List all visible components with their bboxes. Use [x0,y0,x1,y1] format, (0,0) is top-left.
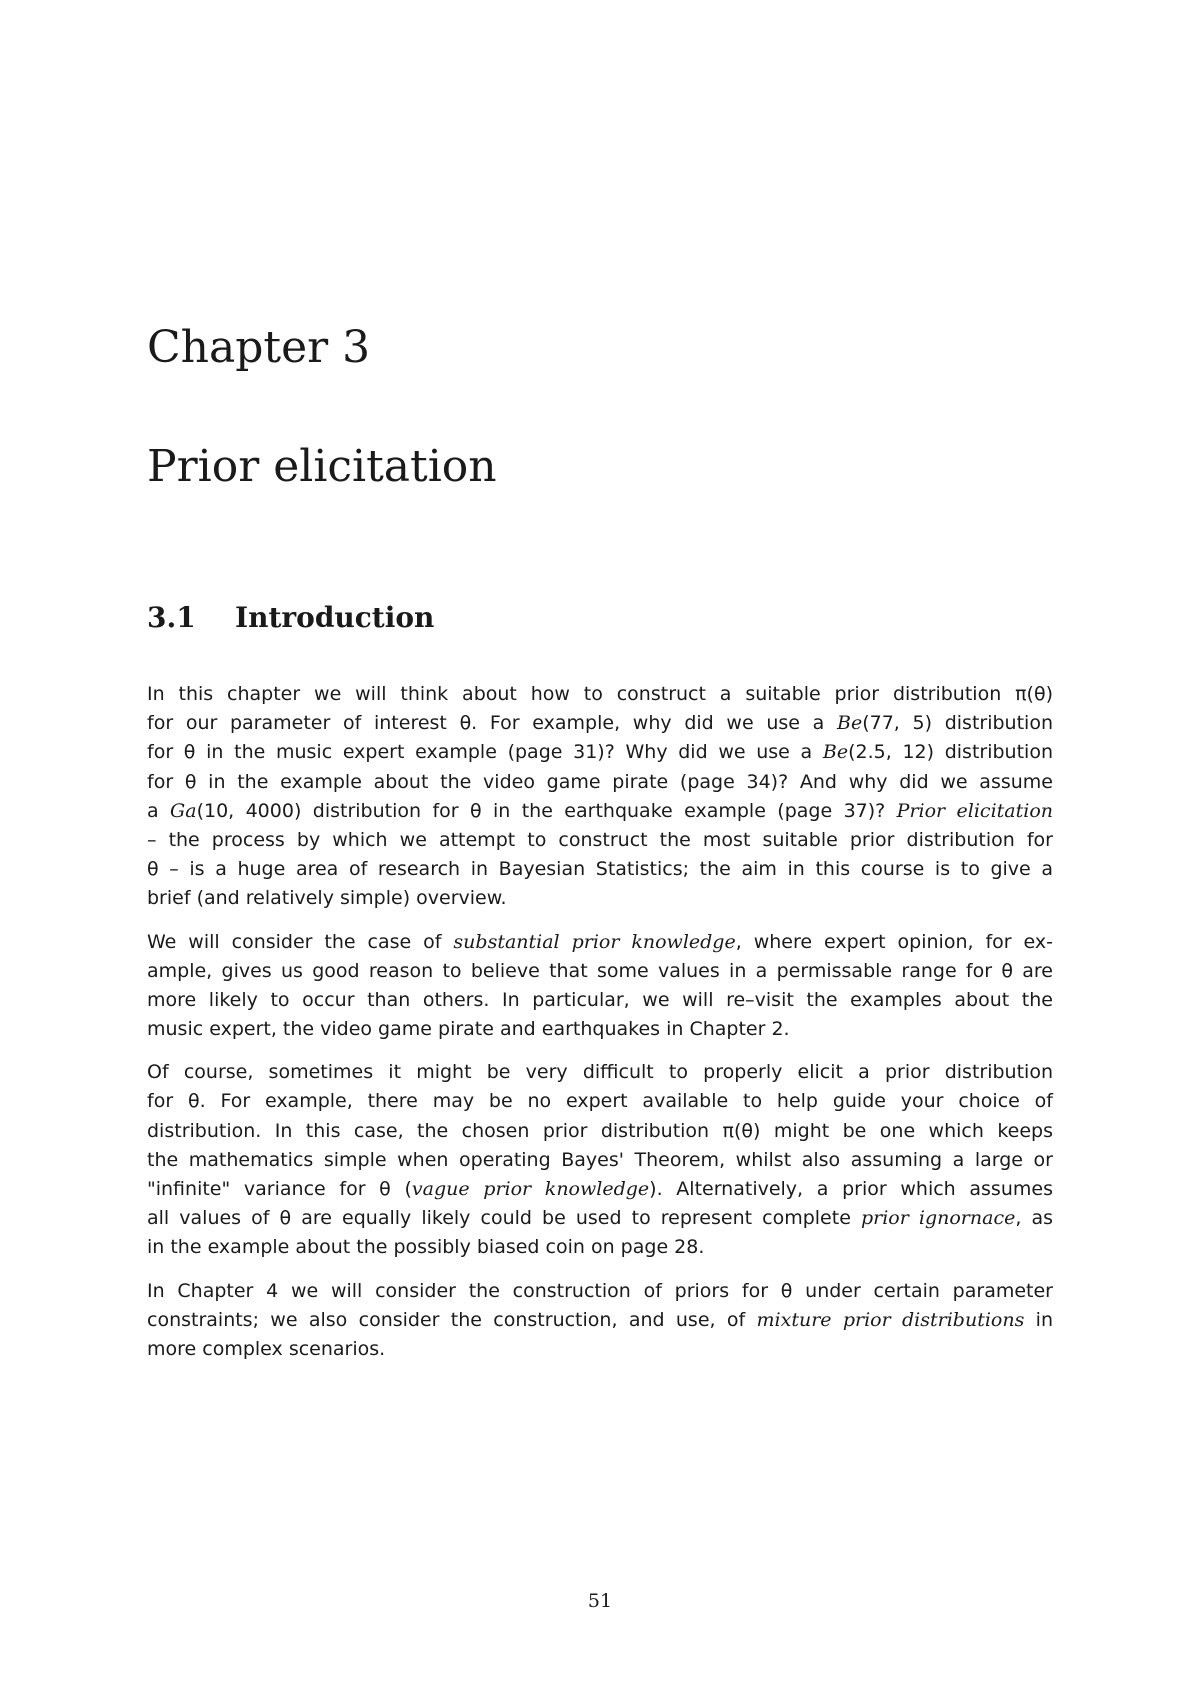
text-run: more likely to occur than others. In particular, we will re–visit the examples about the [147,988,1053,1011]
text-line [147,826,1053,855]
emphasis-text: substantial prior knowledge [453,930,736,953]
text-run: distribution. In this case, the chosen prior distribution π(θ) might be one which keeps [147,1119,1053,1142]
text-run: , as [1015,1207,1053,1230]
text-run: We will consider the case of [147,930,454,953]
paragraph [147,680,1053,914]
text-run: in [1024,1308,1053,1331]
text-line [147,1175,1053,1204]
emphasis-text: vague prior knowledge [411,1178,650,1200]
text-run: the mathematics simple when operating Bayes' Theorem, whilst also assuming a large or [147,1148,1053,1171]
text-line [147,1146,1053,1175]
text-line [147,768,1053,797]
text-line [147,1306,1053,1335]
chapter-label: Chapter 3 [147,322,371,373]
text-run: – the process by which we attempt to construct the most suitable prior distribution for [147,828,1053,851]
paragraph [147,1058,1053,1262]
text-run: θ – is a huge area of research in Bayesian Statistics; the aim in this course is to give a [147,858,1053,881]
text-run: Of course, sometimes it might be very difficult to properly elicit a prior distribution [147,1061,1053,1084]
text-line [147,884,1053,913]
text-line [147,986,1053,1015]
text-line [147,1058,1053,1087]
text-run: for θ in the music expert example (page 31)? Why did we use a [147,741,823,764]
text-line [147,855,1053,884]
text-run: , where expert opinion, for ex- [735,930,1053,953]
emphasis-text: Be [822,741,849,764]
text-run: constraints; we also consider the construction, and use, of [147,1308,757,1331]
text-run: brief (and relatively simple) overview. [147,887,507,910]
text-line [147,1015,1053,1044]
text-line [147,709,1053,738]
text-run: (10, 4000) distribution for θ in the earthquake example (page 37)? [196,799,897,822]
paragraph [147,1277,1053,1365]
text-run: in the example about the possibly biased coin on page 28. [147,1236,705,1259]
text-line [147,1335,1053,1364]
emphasis-text: mixture prior distributions [756,1308,1025,1331]
text-run: music expert, the video game pirate and earthquakes in Chapter 2. [147,1018,790,1041]
text-line [147,797,1053,826]
text-line [147,1233,1053,1262]
section-number: 3.1 [147,601,196,634]
body-text [147,680,1053,1378]
text-line [147,1204,1053,1233]
emphasis-text: Prior elicitation [896,799,1053,822]
text-line [147,738,1053,767]
chapter-title: Prior elicitation [147,441,497,492]
text-line [147,680,1053,709]
paragraph [147,928,1053,1045]
text-run: ). Alternatively, a prior which assumes [649,1178,1053,1200]
emphasis-text: prior ignornace [860,1207,1016,1230]
text-run: a [147,799,171,822]
text-run: In Chapter 4 we will consider the construction of priors for θ under certain parameter [147,1279,1053,1302]
text-run: (77, 5) distribution [862,712,1053,735]
section-heading [147,601,435,634]
text-line [147,957,1053,986]
section-title: Introduction [235,601,435,634]
text-run: for θ. For example, there may be no expert available to help guide your choice of [147,1090,1053,1113]
text-line [147,928,1053,957]
text-run: all values of θ are equally likely could be used to represent complete [147,1207,861,1230]
text-run: ample, gives us good reason to believe that some values in a permissable range for θ are [147,959,1053,982]
text-line [147,1277,1053,1306]
emphasis-text: Be [836,712,863,735]
emphasis-text: Ga [170,799,197,822]
text-run: (2.5, 12) distribution [848,741,1053,764]
text-line [147,1117,1053,1146]
text-run: "infinite" variance for θ ( [147,1178,412,1200]
text-run: In this chapter we will think about how to construct a suitable prior distribution π(θ) [147,683,1053,705]
text-run: more complex scenarios. [147,1337,386,1360]
page-number: 51 [587,1590,613,1612]
text-line [147,1087,1053,1116]
text-run: for our parameter of interest θ. For example, why did we use a [147,712,837,735]
text-run: for θ in the example about the video game pirate (page 34)? And why did we assume [147,770,1053,793]
